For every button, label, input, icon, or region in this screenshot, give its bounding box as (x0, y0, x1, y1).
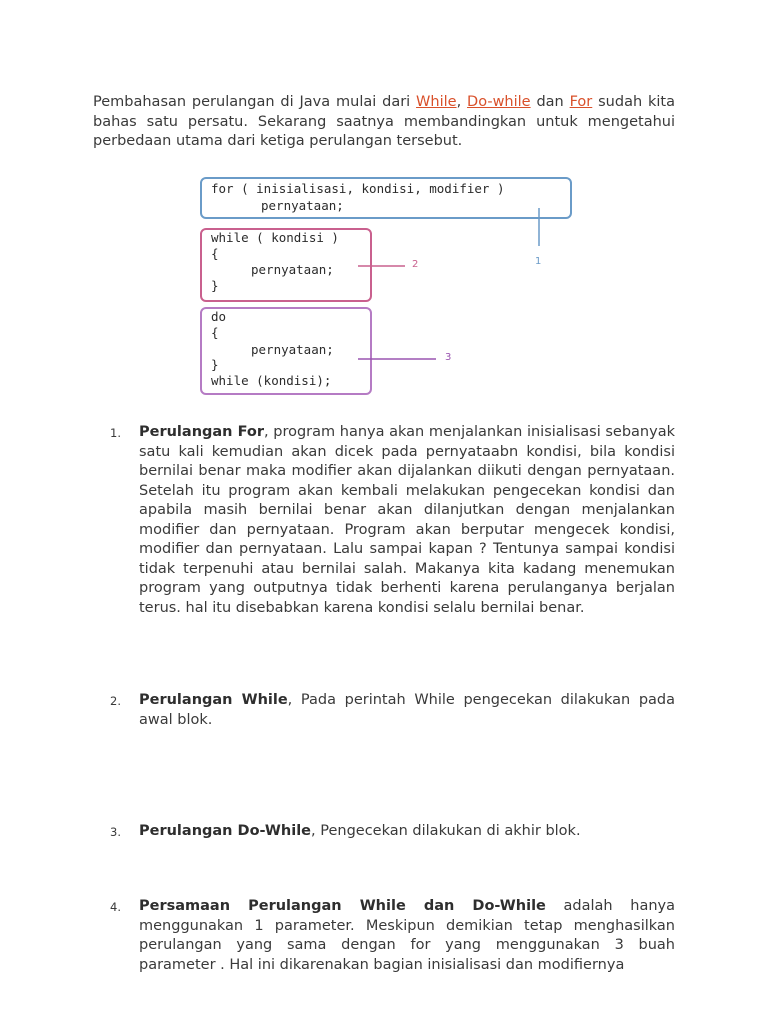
intro-and: dan (530, 94, 570, 110)
list-number: 4. (110, 900, 121, 914)
loop-syntax-figure (196, 172, 578, 398)
list-item-title: Persamaan Perulangan While dan Do-While (139, 898, 546, 914)
do-while-syntax-line-4: } (211, 357, 219, 372)
list-item-text (139, 822, 675, 842)
link-while[interactable]: While (416, 94, 457, 110)
list-number: 3. (110, 825, 121, 839)
callout-number-3: 3 (445, 352, 452, 363)
callout-number-1: 1 (535, 256, 542, 267)
list-item-body: , Pada perintah While pengecekan dilakukan pada awal blok. (139, 692, 675, 728)
do-while-syntax-line-1: do (211, 309, 227, 324)
for-syntax-line-2: pernyataan; (261, 198, 344, 213)
while-syntax-line-3: pernyataan; (251, 262, 334, 277)
do-while-syntax-line-3: pernyataan; (251, 342, 334, 357)
while-syntax-line-1: while ( kondisi ) (211, 230, 339, 245)
while-syntax-line-2: { (211, 246, 219, 261)
list-number: 1. (110, 426, 121, 440)
list-item-text (139, 897, 675, 975)
list-item-body: , Pengecekan dilakukan di akhir blok. (311, 823, 581, 839)
list-item-title: Perulangan While (139, 692, 288, 708)
do-while-syntax-line-2: { (211, 325, 219, 340)
list-item-body: , program hanya akan menjalankan inisialisasi sebanyak satu kali kemudian akan dicek pada pernyataabn kondisi, bila kondisi bernilai benar maka modifier akan dijalankan diikuti dengan pernyataan. Setelah itu program akan kembali melakukan pengecekan kondisi dan apabila masih bernilai benar akan dilanjutkan dengan menjalankan modifier dan pernyataan. Program akan berputar mengecek kondisi, modifier dan pernyataan. Lalu sampai kapan ? Tentunya sampai kondisi tidak terpenuhi atau bernilai salah. Makanya kita kadang menemukan program yang outputnya tidak berhenti karena perulanganya berjalan terus. hal itu disebabkan karena kondisi selalu bernilai benar. (139, 424, 675, 616)
link-do-while[interactable]: Do-while (467, 94, 531, 110)
callout-lines (196, 172, 578, 398)
list-item-title: Perulangan For (139, 424, 264, 440)
intro-comma: , (456, 94, 468, 110)
callout-number-2: 2 (412, 259, 419, 270)
do-while-syntax-line-5: while (kondisi); (211, 373, 332, 388)
link-for[interactable]: For (569, 94, 593, 110)
intro-text-start: Pembahasan perulangan di Java mulai dari (93, 94, 417, 110)
list-item-text (139, 691, 675, 730)
for-syntax-line-1: for ( inisialisasi, kondisi, modifier ) (211, 181, 505, 196)
list-item-title: Perulangan Do-While (139, 823, 312, 839)
list-item-body: adalah hanya menggunakan 1 parameter. Meskipun demikian tetap menghasilkan perulangan yang sama dengan for yang menggunakan 3 buah parameter . Hal ini dikarenakan bagian inisialisasi dan modifiernya (139, 898, 675, 973)
intro-text-end: sudah kita bahas satu persatu. Sekarang saatnya membandingkan untuk mengetahui perbedaan utama dari ketiga perulangan tersebut. (93, 94, 675, 149)
intro-paragraph (93, 93, 675, 152)
while-syntax-line-4: } (211, 278, 219, 293)
list-number: 2. (110, 694, 121, 708)
list-item-text (139, 423, 675, 618)
